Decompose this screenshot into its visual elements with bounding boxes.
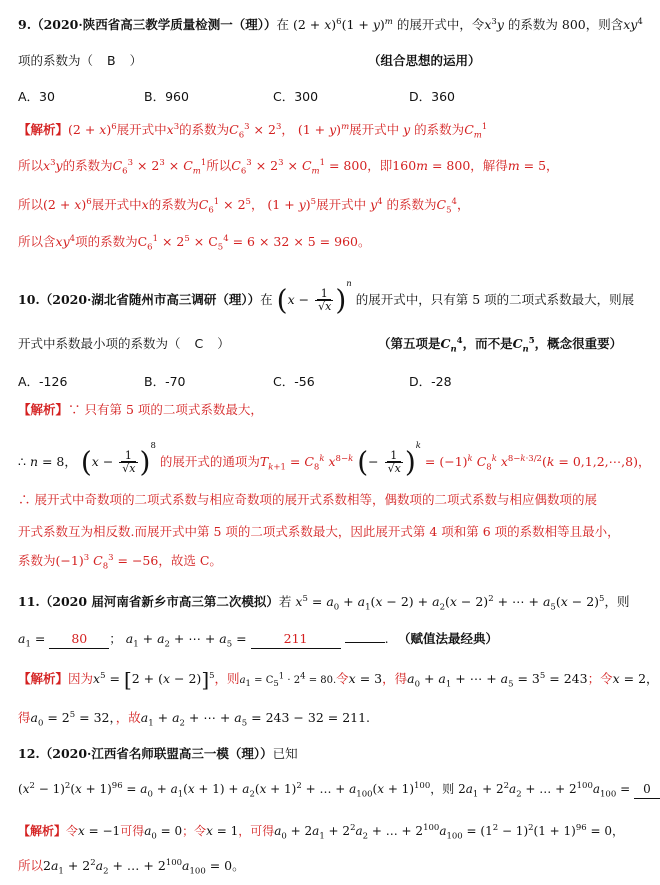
analysis-label: 【解析】: [18, 122, 69, 137]
q10-text: 系数为: [18, 553, 56, 568]
q10-note-text: ，而不是: [462, 336, 513, 351]
q9-text: 的系数为: [148, 197, 199, 212]
q11-source: （2020 届河南省新乡市高三第二次模拟）: [39, 594, 279, 609]
q12-text: 可得: [120, 824, 145, 838]
q12-text: ，可得: [238, 824, 275, 838]
q11-text: 令: [336, 671, 349, 686]
q9-text: 所以含: [18, 234, 56, 249]
q11-blank-1: 80: [49, 630, 109, 649]
q9-stem-line2: [18, 52, 142, 70]
q9-analysis-line2: 所以$x^3y$的系数为$C_6^3 \times 2^3 \times C_m^1$所以$C_6^3 \times 2^3 \times C_m^1 = 800$，即160m = 800，解得m = 5，: [18, 157, 559, 177]
q9-option-c[interactable]: C．300: [273, 89, 319, 104]
q9-note: （组合思想的运用）: [368, 53, 481, 68]
q9-source: （2020·陕西省高三教学质量检测一（理））: [31, 17, 277, 32]
q12-text: ；令: [182, 824, 207, 838]
q9-text: 。: [358, 234, 371, 249]
q10-expression: (x − $\frac{1}{√x}$ )$^n$: [276, 279, 352, 317]
q9-analysis-line1: 【解析】$(2 + x)^6$展开式中$x^3$的系数为$C_6^3 \times 2^3$， $(1 + y)^m$展开式中 y 的系数为$C_m^1$: [18, 121, 488, 141]
q12-analysis-line2: 所以$2a_1 + 2^2a_2$ + … + $2^{100}a_{100} = 0$。: [18, 857, 245, 877]
q11-analysis-line2: 得$a_0 = 2^5 = 32$，，故$a_1 + a_2$ + ⋯ + $a_5 = 243 - 32 = 211$.: [18, 709, 371, 729]
q11-text: ，得: [382, 671, 408, 686]
q10-text: ）: [217, 336, 230, 351]
q12-stem-line2: $(x^2 - 1)^2(x + 1)^{96} = a_0 + a_1(x + 1) + a_2(x + 1)^2$ + … + $a_{100}(x + 1)^{100}$，则 $2a_1 + 2^2a_2$ + … + $2^{100}a_{100} = 0$: [18, 780, 660, 799]
q9-text: 项的系数为（: [18, 53, 94, 68]
q12-analysis-line1: 【解析】令x = −1可得$a_0 = 0$；令x = 1，可得$a_0 + 2a_1 + 2^2a_2$ + … + $2^{100}a_{100} = (1^2 - 1)^2(1 + 1)^{96} = 0$，: [18, 823, 625, 842]
q10-analysis-line4: 开式系数互为相反数.而展开式中第 5 项的二项式系数最大，因此展开式第 4 项和第 6 项的系数相等且最小，: [18, 524, 620, 539]
q10-note: （第五项是$C_n^4$，而不是$C_n^5$，概念很重要）: [378, 335, 623, 355]
q10-text: 的展开式中，只有第 5 项的二项式系数最大，则展: [355, 292, 635, 307]
q9-analysis-line3: 所以$(2 + x)^6$展开式中x的系数为$C_6^1 \times 2^5$， $(1 + y)^5$展开式中 $y^4$ 的系数为$C_5^4$，: [18, 196, 470, 216]
q10-text: ，故选 C。: [158, 553, 222, 568]
q10-stem-line2: [18, 335, 230, 353]
q11-stem-line1: 11.（2020 届河南省新乡市高三第二次模拟）若 $x^5 = a_0 + a_1(x - 2) + a_2(x - 2)^2$ + ⋯ + $a_5(x - 2)^5$，则: [18, 593, 630, 613]
analysis-label: 【解析】: [18, 824, 67, 838]
q10-stem-line1: [18, 279, 635, 317]
analysis-label: 【解析】: [18, 671, 69, 686]
q9-text: 所以: [18, 197, 44, 212]
q9-text: 所以: [18, 158, 44, 173]
analysis-label: 【解析】: [18, 402, 69, 417]
q11-stem-line2: $a_1 = 80$ ； $a_1 + a_2$ + ⋯ + $a_5 = 211$ .: [18, 631, 389, 650]
q9-text: 展开式中: [116, 122, 167, 137]
q12-stem-line1: [18, 745, 298, 763]
q10-analysis-line1: [18, 401, 263, 419]
q12-source: （2020·江西省名师联盟高三一模（理））: [39, 746, 273, 761]
q12-text: ，则: [430, 782, 455, 796]
q9-text: 的系数为 800，则含: [507, 17, 624, 32]
q9-text: ，即: [367, 158, 393, 173]
q11-text: 得: [18, 710, 31, 725]
q10-analysis-line5: 系数为$(-1)^3$ $C_8^3 = -56$，故选 C。: [18, 552, 222, 572]
q10-text: 在: [260, 292, 273, 307]
q10-text: 开式中系数最小项的系数为（: [18, 336, 181, 351]
q9-option-d[interactable]: D．360: [409, 89, 455, 104]
q12-blank: 0: [634, 780, 660, 799]
q10-number: 10.: [18, 292, 40, 307]
q9-analysis-line4: 所以含$xy^4$项的系数为$C_6^1 \times 2^5 \times C_5^4 = 6 \times 32 \times 5 = 960$。: [18, 233, 371, 253]
q10-option-d[interactable]: D．-28: [409, 374, 452, 389]
q9-text: 的展开式中，令: [396, 17, 485, 32]
q12-text: 已知: [272, 746, 298, 761]
q10-text: 的展开式的通项为: [159, 454, 260, 469]
q11-text: ，故: [115, 710, 141, 725]
q9-option-a[interactable]: A．30: [18, 89, 55, 104]
q11-text: ；令: [587, 671, 613, 686]
q10-option-a[interactable]: A．-126: [18, 374, 68, 389]
q11-number: 11.: [18, 594, 40, 609]
q12-text: 令: [66, 824, 79, 838]
q9-text: 的系数为: [414, 122, 465, 137]
q10-analysis-line3: ∴ 展开式中奇数项的二项式系数与相应奇数项的展开式系数相等，偶数项的二项式系数与相应偶数项的展: [18, 492, 597, 507]
q9-text: 展开式中: [316, 197, 367, 212]
q9-text: 展开式中: [91, 197, 142, 212]
q9-expression: $(2 + x)^6(1 + y)^m$: [292, 16, 393, 32]
q10-note-text: （第五项是: [378, 336, 441, 351]
q11-blank-2: 211: [251, 630, 341, 649]
q10-answer: C: [194, 336, 204, 351]
q11-analysis-line1: 【解析】因为$x^5 = [2 + (x - 2)]^5$，则$a_1 = C_5^1 \cdot 2^4 = 80$.令x = 3，得$a_0 + a_1$ + ⋯ + $a_5 = 3^5 = 243$；令x = 2，: [18, 667, 659, 692]
q12-number: 12.: [18, 746, 40, 761]
q9-text: 所以: [206, 158, 232, 173]
q9-text: 的系数为: [179, 122, 230, 137]
q10-analysis-line2: ∴ n = 8， (x − $\frac{1}{√x}$ )$^8$ 的展开式的通项为$T_{k+1} = C_8^k$ $x^{8-k}$ (− $\frac{1}{√x}$ )$^k = (-1)^k$ $C_8^k$ $x^{8-k\cdot 3/2}(k$ = 0,1,2,⋯,8)，: [18, 441, 651, 479]
q9-text: ，解得: [470, 158, 508, 173]
q12-text: 所以: [18, 858, 44, 873]
q11-text: ，则: [214, 671, 240, 686]
q9-text: 项的系数为: [75, 234, 138, 249]
q9-text: 在: [276, 17, 289, 32]
q11-text: 因为: [68, 671, 94, 686]
q10-source: （2020·湖北省随州市高三调研（理））: [39, 292, 261, 307]
q9-text: 的系数为: [62, 158, 113, 173]
q10-text: ∵ 只有第 5 项的二项式系数最大，: [68, 402, 263, 417]
q9-number: 9.: [18, 17, 32, 32]
q11-text: 若: [278, 594, 292, 609]
q10-note-text: ，概念很重要）: [534, 336, 623, 351]
q9-answer: B: [107, 53, 116, 68]
q11-text: ，则: [604, 594, 630, 609]
q10-option-c[interactable]: C．-56: [273, 374, 315, 389]
q9-text: 展开式中: [349, 122, 400, 137]
q10-option-b[interactable]: B．-70: [144, 374, 186, 389]
q11-note: （赋值法最经典）: [398, 631, 499, 646]
q11-blank-tail: [345, 642, 385, 643]
q9-text: ）: [129, 53, 143, 68]
q9-stem-line1: 9.（2020·陕西省高三教学质量检测一（理））在 $(2 + x)^6(1 + y)^m$ 的展开式中，令$x^3y$ 的系数为 800，则含$xy^4$: [18, 16, 643, 32]
q9-text: 的系数为: [386, 197, 437, 212]
q9-option-b[interactable]: B．960: [144, 89, 189, 104]
